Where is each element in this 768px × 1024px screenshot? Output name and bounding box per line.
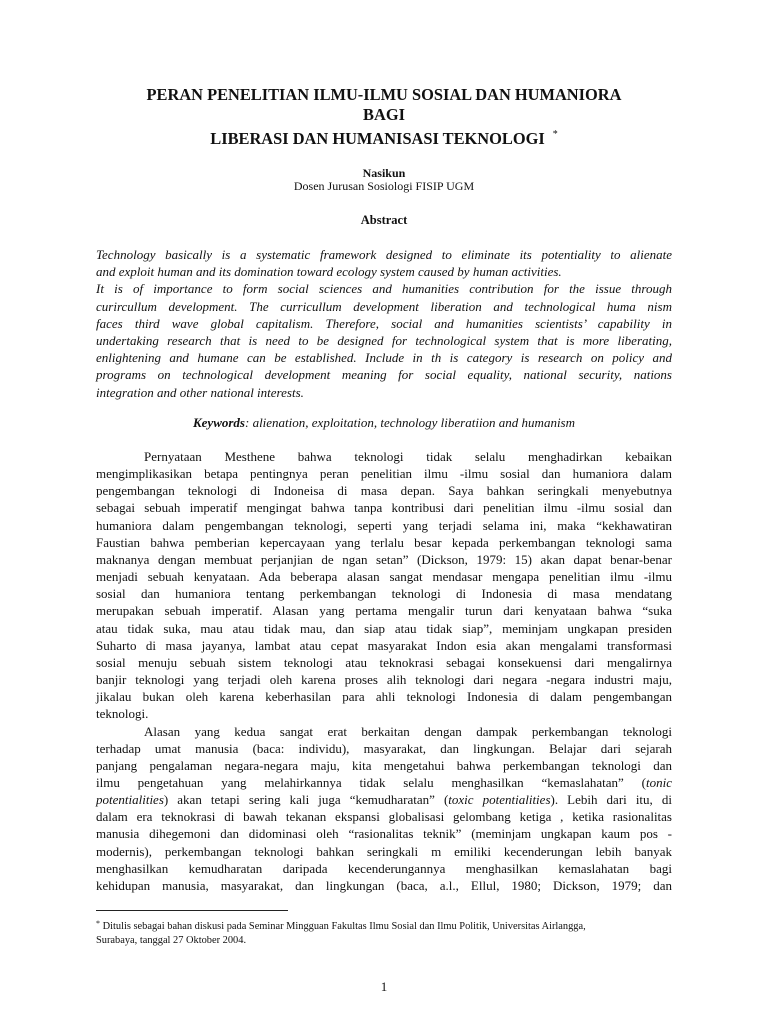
body-line: Alasan yang kedua sangat erat berkaitan dengan dampak perkembangan teknologi [144,723,672,739]
body-line: sebagai sebuah imperatif mengingat bahwa tanpa kontribusi dari penelitian ilmu -ilmu sosial dan [96,500,672,516]
body-line: Faustian bahwa pemberian kepercayaan yang terlalu besar kepada perkembangan teknologi sama [96,534,672,550]
toxic-potentialities-term: toxic potentialities [448,792,551,808]
tonic-term: tonic [646,774,672,790]
footnote-text: Ditulis sebagai bahan diskusi pada Seminar Mingguan Fakultas Ilmu Sosial dan Ilmu Politik, Universitas Airlangga, [102,921,586,932]
body-line-text: ). Lebih dari itu, di [550,792,672,808]
abstract-line: Technology basically is a systematic framework designed to eliminate its potentiality to alienate [96,247,672,262]
body-line: manusia dihegemoni dan didominasi oleh “rasionalitas teknik” (meminjam ungkapan kaum pos - [96,826,672,842]
body-line: Pernyataan Mesthene bahwa teknologi tidak selalu menghadirkan kebaikan [144,449,672,464]
abstract-heading: Abstract [360,213,408,227]
keywords-text: : alienation, exploitation, technology liberatiion and humanism [244,415,575,430]
title-line-1: PERAN PENELITIAN ILMU-ILMU SOSIAL DAN HUMANIORA [146,85,622,104]
keywords-label: Keywords [192,415,245,430]
abstract-line: integration and other national interests. [96,384,304,400]
footnote-line-1 [96,917,672,934]
abstract-line: and exploit human and its domination toward ecology system caused by human activities. [96,264,562,280]
body-line-text: ) akan tetapi sering kali juga “kemudharatan” ( [163,792,449,808]
body-line: sosial menuju sebuah sistem teknologi atau teknokrasi sebagai konsekuensi dari mengalirnya [96,654,672,670]
body-line: teknologi. [96,706,149,722]
body-line: panjang pengalaman negara-negara maju, kita mengetahui bahwa perkembangan teknologi dan [96,757,672,773]
page-number: 1 [380,979,388,994]
body-line [96,791,672,808]
title-footnote-marker: * [552,129,558,140]
title-line-3-text: LIBERASI DAN HUMANISASI TEKNOLOGI [210,129,545,148]
body-line: menghasilkan kemudharatan daripada kecenderungannya menghasilkan kemaslahatan bagi [96,860,672,876]
paper-title [96,85,672,149]
body-line: sosial dan humaniora tentang perkembangan teknologi di Indonesia di masa mendatang [96,586,672,602]
abstract-line: enlightening and humane can be established. Include in th is category is research on policy and [96,350,672,366]
body-line: atau tidak suka, mau atau tidak mau, dan siap atau tidak siap”, meminjam ungkapan presiden [96,620,672,636]
footnote-line-2: Surabaya, tanggal 27 Oktober 2004. [96,935,247,946]
title-line-3 [96,125,672,149]
body-text [96,448,672,894]
footnote [96,917,672,948]
body-line: terhadap umat manusia (baca: individu), masyarakat, dan lingkungan. Belajar dari sejarah [96,740,672,756]
footnote-divider [96,910,288,911]
body-line: dalam era teknokrasi di bawah tekanan ekspansi globalisasi gelombang ketiga , ketika rasionalitas [96,809,672,825]
body-line: mengimplikasikan betapa pentingnya peran penelitian ilmu -ilmu sosial dan humaniora dalam [96,466,672,482]
body-line: Suharto di masa jayanya, lambat atau cepat masyarakat Indon esia akan mengalami transformasi [96,637,672,653]
author-affiliation: Dosen Jurusan Sosiologi FISIP UGM [293,179,475,193]
abstract-line: programs on technological development meaning for social equality, national security, nations [96,367,672,383]
body-line: kehidupan manusia, masyarakat, dan lingkungan (baca, a.l., Ellul, 1980; Dickson, 1979; dan [96,877,672,893]
body-line: banjir teknologi yang terjadi oleh karena proses alih teknologi dari negara -negara industri maju, [96,672,672,688]
keywords [96,415,672,431]
abstract-body [96,246,672,401]
body-line: modernis), perkembangan teknologi bahkan seringkali m emiliki kecenderungan lebih banyak [96,843,672,859]
potentialities-term: potentialities [96,792,164,808]
footnote-marker: * [96,919,100,928]
abstract-line: undertaking research that is need to be designed for technological system that is more liberating, [96,333,672,349]
body-line: pengembangan teknologi di Indoneisa di masa depan. Saya bahkan seringkali menyebutnya [96,483,672,499]
title-line-2: BAGI [363,105,405,124]
body-line: maknanya dengan membuat perjanjian de ngan setan” (Dickson, 1979: 15) akan dapat benar-benar [96,551,672,567]
abstract-line: faces third wave global capitalism. Therefore, social and humanities scientists’ capability in [96,315,672,331]
body-line: merupakan sebuah imperatif. Alasan yang pertama mengalir turun dari kenyataan bahwa “suka [96,603,672,619]
author-name: Nasikun [362,166,406,180]
body-line: jikalau bukan oleh karena keberhasilan para ahli teknologi Indonesia di dalam pengembangan [96,689,672,705]
body-line: humaniora dalam pengembangan teknologi, seperti yang terjadi selama ini, maka “kekhawatiran [96,517,672,533]
body-line [96,774,672,791]
body-line: menjadi sebuah kenyataan. Ada beberapa alasan sangat mendasar mengapa penelitian ilmu -ilmu [96,569,672,585]
abstract-line: It is of importance to form social sciences and humanities contribution for the issue through [96,281,672,297]
abstract-line: curircullum development. The curricullum development liberation and technological huma nism [96,298,672,314]
body-line-text: ilmu pengetahuan yang melahirkannya tidak selalu menghasilkan “kemaslahatan” ( [96,774,646,790]
